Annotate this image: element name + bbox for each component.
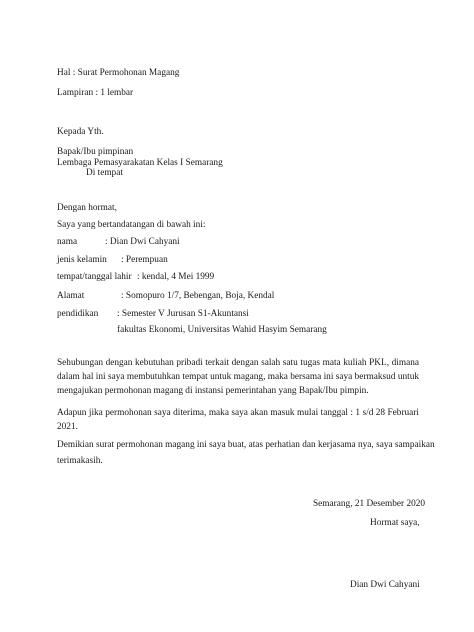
identity-label-jenis-kelamin: jenis kelamin xyxy=(57,255,107,265)
identity-label-nama: nama xyxy=(57,237,78,247)
paragraph-1-line-1: Sehubungan dengan kebutuhan pribadi terkait dengan salah satu tugas mata kuliah PKL, dimana xyxy=(57,358,419,368)
signatory-name: Dian Dwi Cahyani xyxy=(350,580,420,590)
intro-sentence: Saya yang bertandatangan di bawah ini: xyxy=(57,220,206,230)
paragraph-1-line-3: mengajukan permohonan magang di instansi pemerintahan yang Bapak/Ibu pimpin. xyxy=(57,386,369,396)
body-paragraph-1 xyxy=(57,354,419,400)
identity-label-ttl: tempat/tanggal lahir xyxy=(57,272,132,282)
recipient-greeting: Kepada Yth. xyxy=(57,127,104,137)
body-paragraph-2 xyxy=(57,404,419,436)
closing-place-date: Semarang, 21 Desember 2020 xyxy=(313,499,426,509)
identity-label-alamat: Alamat xyxy=(57,291,85,301)
closing-regards: Hormat saya, xyxy=(370,518,420,528)
identity-value-pendidikan: : Semester V Jurusan S1-Akuntansi xyxy=(117,309,249,319)
body-paragraph-3 xyxy=(57,436,435,470)
identity-value-fakultas: fakultas Ekonomi, Universitas Wahid Hasyim Semarang xyxy=(117,325,327,335)
identity-value-nama: : Dian Dwi Cahyani xyxy=(105,237,180,247)
attachment-line: Lampiran : 1 lembar xyxy=(57,88,134,98)
subject-line: Hal : Surat Permohonan Magang xyxy=(57,68,180,78)
identity-value-alamat: : Somopuro 1/7, Bebengan, Boja, Kendal xyxy=(121,291,275,301)
identity-value-ttl: : kendal, 4 Mei 1999 xyxy=(137,272,215,282)
recipient-location: Di tempat xyxy=(86,168,123,178)
identity-label-pendidikan: pendidikan xyxy=(57,309,99,319)
salutation: Dengan hormat, xyxy=(57,203,117,213)
identity-value-jenis-kelamin: : Perempuan xyxy=(121,255,168,265)
recipient-institution: Lembaga Pemasyarakatan Kelas I Semarang xyxy=(57,158,223,168)
paragraph-1-line-2: dalam hal ini saya membutuhkan tempat untuk magang, maka bersama ini saya bermaksud untuk xyxy=(57,372,419,382)
paragraph-2-line-2: 2021. xyxy=(57,422,78,432)
paragraph-2-line-1: Adapun jika permohonan saya diterima, maka saya akan masuk mulai tanggal : 1 s/d 28 Februari xyxy=(57,408,419,418)
paragraph-3-line-1: Demikian surat permohonan magang ini saya buat, atas perhatian dan kerjasama nya, saya sampaikan xyxy=(57,440,435,450)
paragraph-3-line-2: terimakasih. xyxy=(57,456,103,466)
recipient-title: Bapak/Ibu pimpinan xyxy=(57,147,134,157)
